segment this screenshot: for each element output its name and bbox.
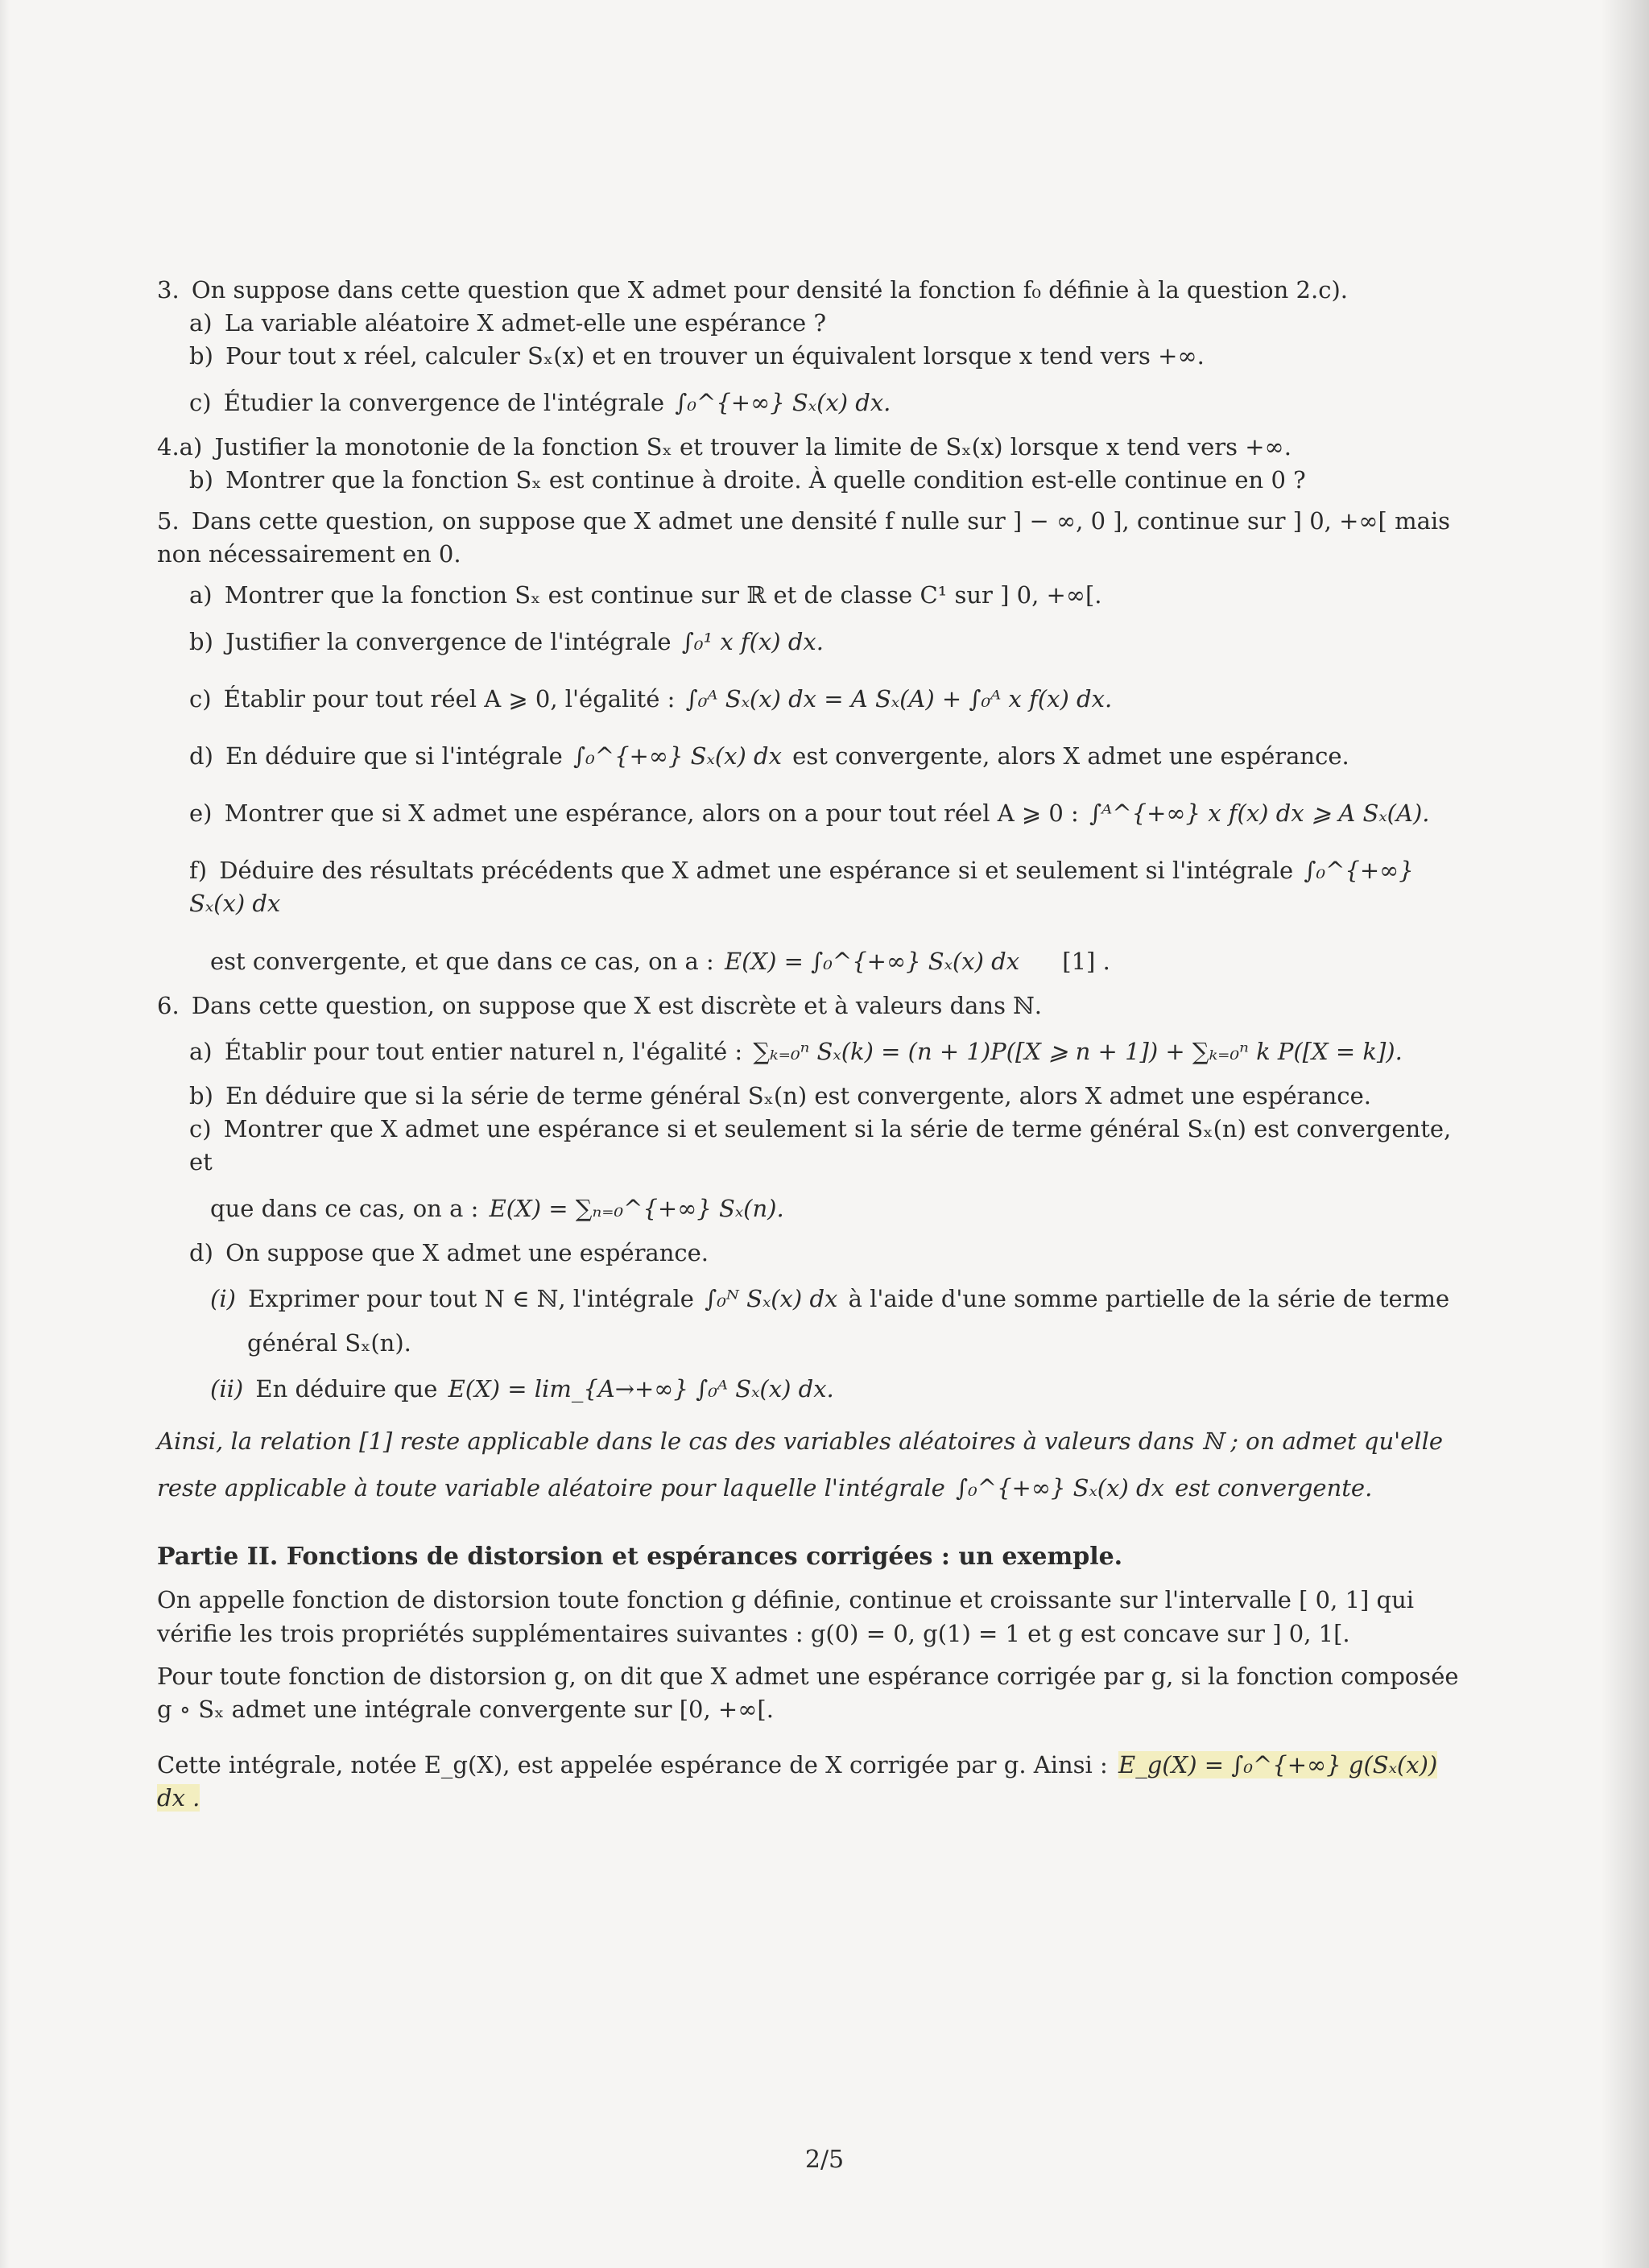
equation-ref: [1] . xyxy=(1062,947,1110,975)
question-5d xyxy=(189,727,1461,784)
page-shadow-right xyxy=(1601,0,1649,2268)
remark-text: reste applicable à toute variable aléatoire pour laquelle l'intégrale xyxy=(157,1473,945,1502)
sub-label: b) xyxy=(189,1082,213,1110)
question-5b xyxy=(189,613,1461,670)
question-6a xyxy=(189,1022,1461,1080)
document-body xyxy=(157,274,1461,1826)
roman-label: (i) xyxy=(210,1284,236,1312)
question-3b xyxy=(189,340,1461,373)
limit-formula: E(X) = lim_{A→+∞} ∫₀ᴬ Sₓ(x) dx. xyxy=(448,1375,834,1403)
remark-line-2 xyxy=(157,1459,1461,1516)
sub-text: Pour tout x réel, calculer Sₓ(x) et en trouver un équivalent lorsque x tend vers +∞. xyxy=(225,342,1205,370)
question-5f-cont xyxy=(210,932,1461,989)
sub-text: En déduire que xyxy=(255,1375,438,1403)
sub-text-2: est convergente, alors X admet une espérance. xyxy=(792,742,1349,770)
sub-text: Justifier la monotonie de la fonction Sₓ et trouver la limite de Sₓ(x) lorsque x tend vers +∞. xyxy=(214,432,1292,461)
sub-text-2: est convergente, et que dans ce cas, on a : xyxy=(210,947,714,975)
sub-text: En déduire que si l'intégrale xyxy=(225,742,563,770)
remark-text-2: est convergente. xyxy=(1175,1473,1373,1502)
sub-label: b) xyxy=(189,627,213,655)
question-5c xyxy=(189,670,1461,727)
sub-text: Montrer que si X admet une espérance, alors on a pour tout réel A ⩾ 0 : xyxy=(224,799,1079,828)
page-shadow-left xyxy=(0,0,10,2268)
sub-label: f) xyxy=(189,857,208,885)
sub-text: Montrer que la fonction Sₓ est continue sur ℝ et de classe C¹ sur ] 0, +∞[. xyxy=(224,581,1102,609)
sub-text: Étudier la convergence de l'intégrale xyxy=(223,388,665,416)
question-4a xyxy=(157,431,1461,464)
sub-label: 4.a) xyxy=(157,432,203,461)
page-number: 2/5 xyxy=(804,2146,845,2174)
sub-text: Justifier la convergence de l'intégrale xyxy=(225,627,672,655)
integral-formula: ∫₀ᴬ Sₓ(x) dx = A Sₓ(A) + ∫₀ᴬ x f(x) dx. xyxy=(685,684,1113,713)
question-number: 6. xyxy=(157,991,180,1019)
sub-label: d) xyxy=(189,742,213,770)
question-3a xyxy=(189,307,1461,340)
question-text: Dans cette question, on suppose que X admet une densité f nulle sur ] − ∞, 0 ], continue sur ] 0, +∞[ mais non nécessairement en 0. xyxy=(157,507,1451,568)
paragraph-distortion-definition: On appelle fonction de distorsion toute fonction g définie, continue et croissante sur l'intervalle [ 0, 1] qui vérifie les trois propriétés supplémentaires suivantes : g(0) = 0, g(1) = 1 et g est concave sur ] 0, 1[. xyxy=(157,1586,1415,1647)
sub-label: a) xyxy=(189,309,213,337)
sub-text: Établir pour tout réel A ⩾ 0, l'égalité : xyxy=(223,684,676,713)
roman-label: (ii) xyxy=(210,1375,244,1403)
question-5a xyxy=(189,579,1461,612)
sub-text: Exprimer pour tout N ∈ ℕ, l'intégrale xyxy=(248,1284,694,1312)
question-text: On suppose dans cette question que X admet pour densité la fonction f₀ définie à la question 2.c). xyxy=(191,276,1348,304)
question-6c-cont xyxy=(210,1179,1461,1237)
integral-formula: ∫₀¹ x f(x) dx. xyxy=(681,627,824,655)
sub-label: d) xyxy=(189,1238,213,1266)
question-4b xyxy=(189,464,1461,497)
question-5f xyxy=(189,841,1461,932)
question-6d-i-cont xyxy=(247,1327,1461,1360)
sub-text: En déduire que si la série de terme général Sₓ(n) est convergente, alors X admet une espérance. xyxy=(225,1082,1371,1110)
question-number: 3. xyxy=(157,276,180,304)
integral-formula: ∫₀^{+∞} Sₓ(x) dx. xyxy=(675,388,891,416)
question-6d-i xyxy=(210,1270,1461,1327)
remark-line-1: Ainsi, la relation [1] reste applicable dans le cas des variables aléatoires à valeurs dans ℕ ; on admet qu'elle xyxy=(157,1427,1444,1456)
question-number: 5. xyxy=(157,507,180,535)
integral-formula: ∫₀^{+∞} Sₓ(x) dx xyxy=(189,857,1414,918)
question-5 xyxy=(157,505,1461,571)
sub-text: La variable aléatoire X admet-elle une espérance ? xyxy=(224,309,826,337)
question-6d xyxy=(189,1237,1461,1270)
sub-text: Montrer que X admet une espérance si et seulement si la série de terme général Sₓ(n) est convergente, et xyxy=(189,1115,1452,1176)
question-3c xyxy=(189,374,1461,431)
sub-text: Établir pour tout entier naturel n, l'égalité : xyxy=(224,1037,743,1065)
sub-label: b) xyxy=(189,465,213,494)
integral-formula: ∫₀^{+∞} Sₓ(x) dx xyxy=(956,1473,1164,1502)
question-6c xyxy=(189,1113,1461,1179)
sub-label: c) xyxy=(189,1115,212,1143)
integral-formula: ∫₀^{+∞} Sₓ(x) dx xyxy=(573,742,782,770)
sub-text-2: à l'aide d'une somme partielle de la série de terme xyxy=(848,1284,1450,1312)
paragraph-corrected-expectation: Pour toute fonction de distorsion g, on dit que X admet une espérance corrigée par g, si la fonction composée g ∘ Sₓ admet une intégrale convergente sur [0, +∞[. xyxy=(157,1662,1459,1723)
sub-text-3: général Sₓ(n). xyxy=(247,1329,411,1357)
sub-text-2: que dans ce cas, on a : xyxy=(210,1194,479,1222)
section-title: Partie II. Fonctions de distorsion et espérances corrigées : un exemple. xyxy=(157,1542,1123,1571)
question-6b xyxy=(189,1080,1461,1113)
sub-text: Montrer que la fonction Sₓ est continue à droite. À quelle condition est-elle continue en 0 ? xyxy=(225,465,1306,494)
sub-text: Déduire des résultats précédents que X admet une espérance si et seulement si l'intégrale xyxy=(219,857,1294,885)
sum-formula: ∑ₖ₌₀ⁿ Sₓ(k) = (n + 1)P([X ⩾ n + 1]) + ∑ₖ₌₀ⁿ k P([X = k]). xyxy=(753,1037,1403,1065)
question-3 xyxy=(157,274,1461,307)
question-5e xyxy=(189,784,1461,841)
sub-label: b) xyxy=(189,342,213,370)
sub-label: a) xyxy=(189,1037,213,1065)
question-6d-ii xyxy=(210,1360,1461,1417)
sub-label: e) xyxy=(189,799,213,828)
sub-label: a) xyxy=(189,581,213,609)
question-6 xyxy=(157,989,1461,1022)
sub-text: On suppose que X admet une espérance. xyxy=(225,1238,709,1266)
sub-label: c) xyxy=(189,684,212,713)
integral-formula: ∫ᴬ^{+∞} x f(x) dx ⩾ A Sₓ(A). xyxy=(1089,799,1430,828)
expectation-formula: E(X) = ∫₀^{+∞} Sₓ(x) dx xyxy=(724,947,1020,975)
eg-formula: E_g(X) = ∫₀^{+∞} g(Sₓ(x)) dx . xyxy=(157,1751,1438,1812)
para-text: Cette intégrale, notée E_g(X), est appelée espérance de X corrigée par g. Ainsi : xyxy=(157,1751,1108,1779)
paragraph-eg-definition xyxy=(157,1736,1461,1826)
integral-formula: ∫₀ᴺ Sₓ(x) dx xyxy=(705,1284,838,1312)
question-text: Dans cette question, on suppose que X est discrète et à valeurs dans ℕ. xyxy=(191,991,1042,1019)
sum-formula: E(X) = ∑ₙ₌₀^{+∞} Sₓ(n). xyxy=(489,1194,784,1222)
sub-label: c) xyxy=(189,388,212,416)
